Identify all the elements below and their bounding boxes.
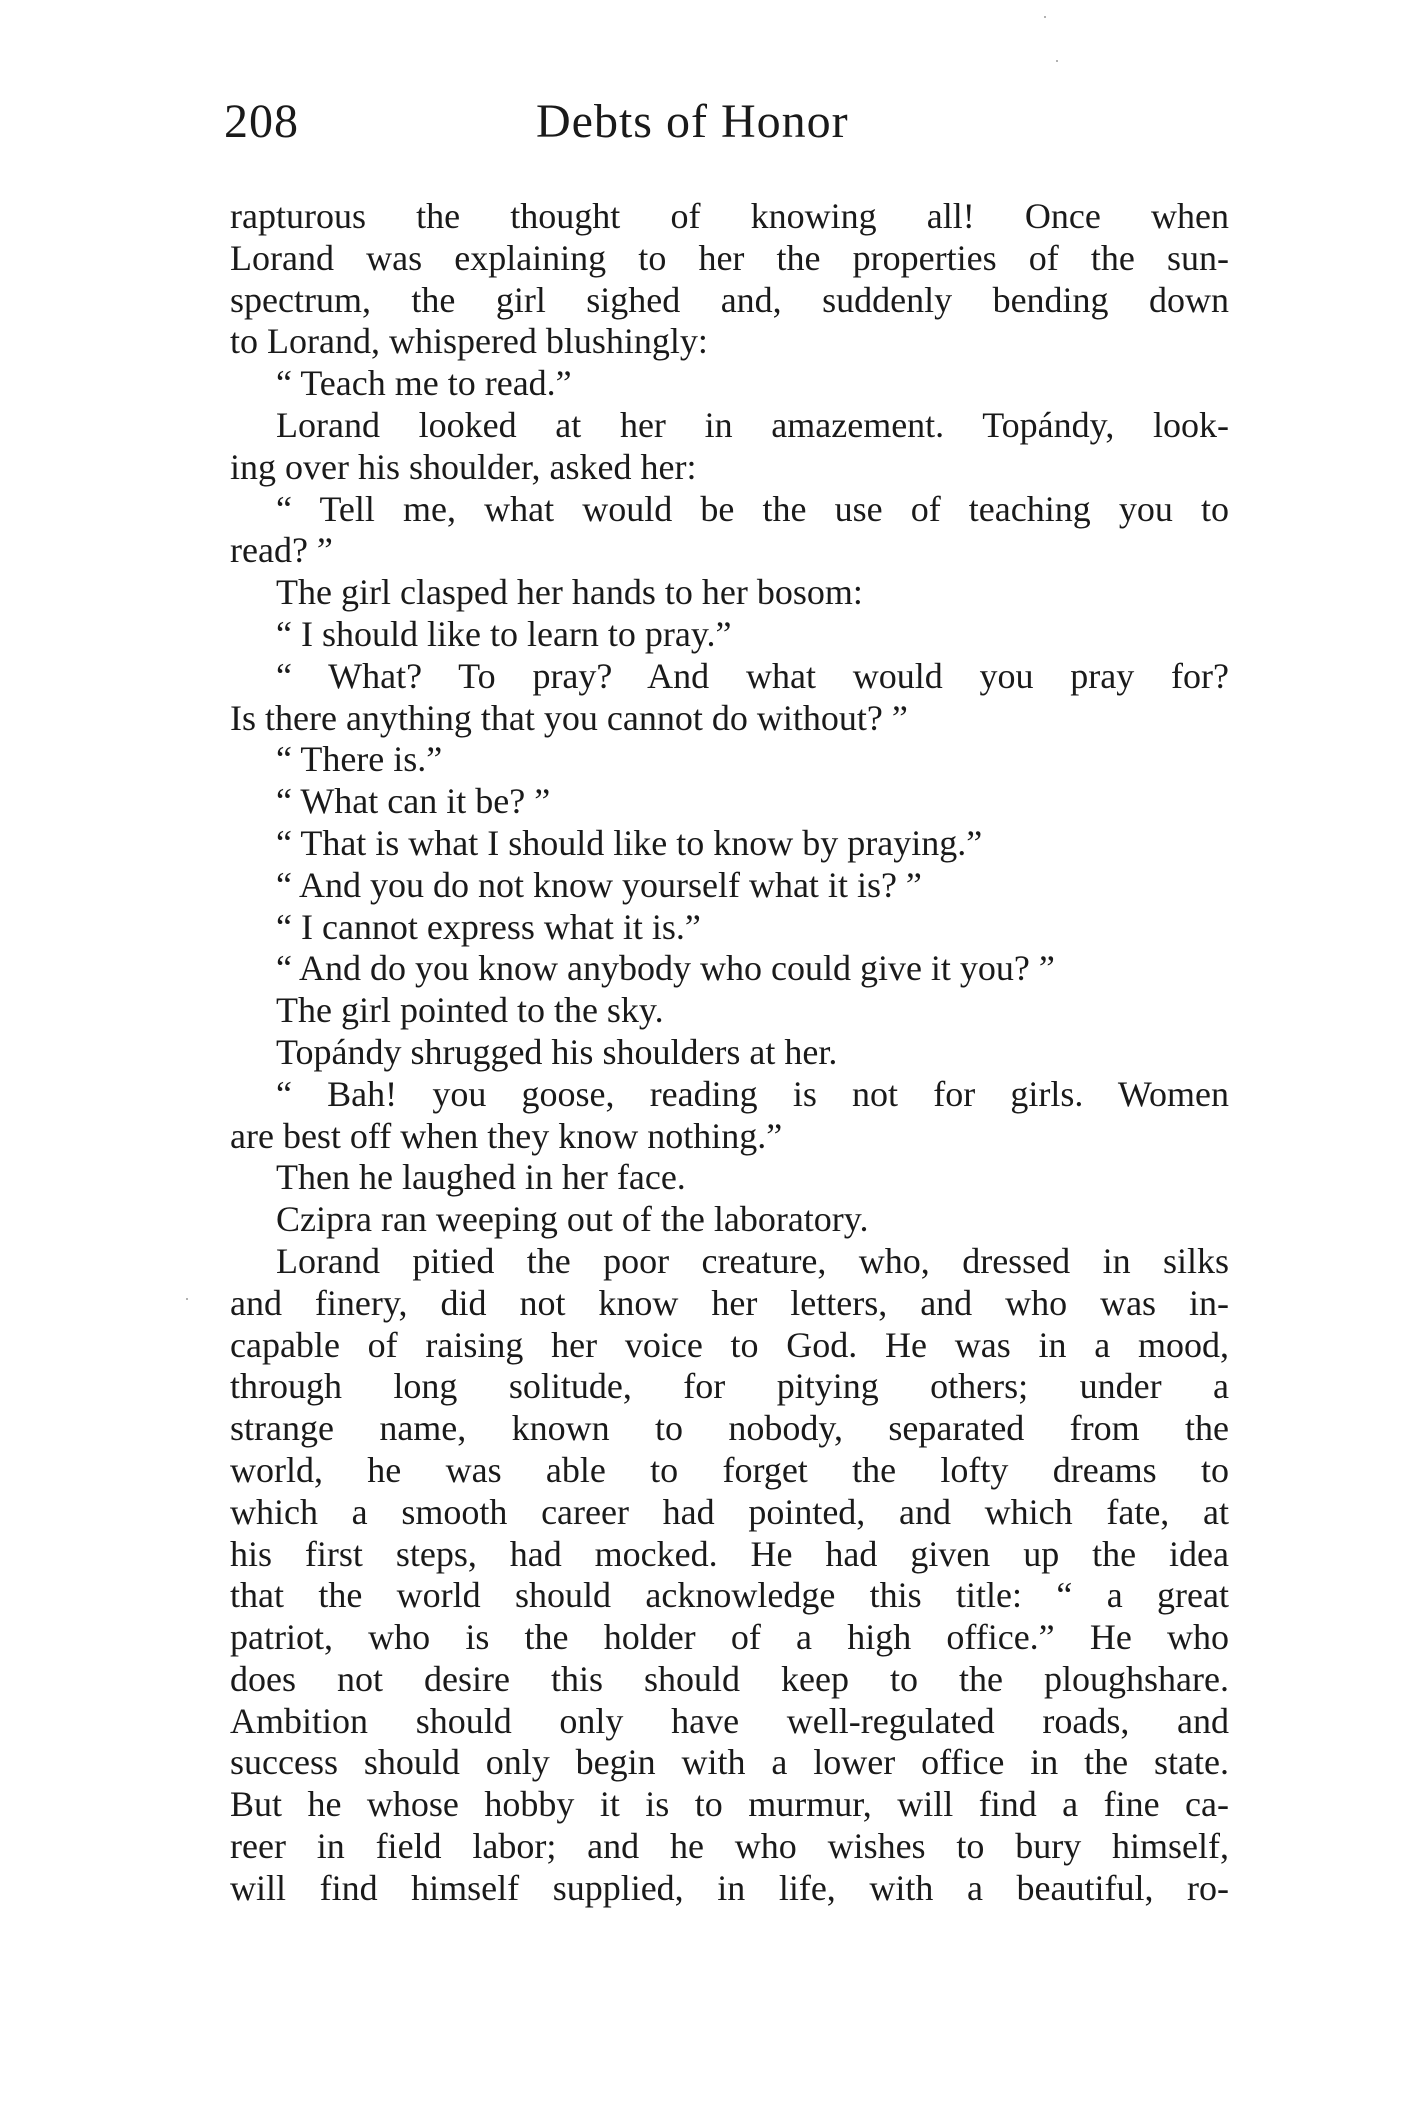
text-line: “ Tell me, what would be the use of teaching you to — [276, 488, 1229, 529]
text-line: and finery, did not know her letters, and who was in- — [230, 1282, 1229, 1323]
text-line: will find himself supplied, in life, with a beautiful, ro- — [230, 1867, 1229, 1908]
text-line: spectrum, the girl sighed and, suddenly bending down — [230, 279, 1229, 320]
running-title: Debts of Honor — [536, 95, 849, 148]
text-line: “ What can it be? ” — [276, 781, 551, 822]
text-line: to Lorand, whispered blushingly: — [230, 321, 708, 362]
text-line: “ And you do not know yourself what it is? ” — [276, 864, 922, 905]
text-line: Lorand was explaining to her the properties of the sun- — [230, 237, 1229, 278]
text-line: “ Bah! you goose, reading is not for girls. Women — [276, 1073, 1229, 1114]
text-line: “ What? To pray? And what would you pray for? — [276, 655, 1229, 696]
page-number: 208 — [224, 95, 299, 148]
text-line: his first steps, had mocked. He had given up the idea — [230, 1533, 1229, 1574]
text-line: “ Teach me to read.” — [276, 363, 572, 404]
text-line: are best off when they know nothing.” — [230, 1115, 783, 1156]
paper-speck — [1044, 16, 1046, 18]
text-line: read? ” — [230, 530, 333, 571]
text-line: “ That is what I should like to know by praying.” — [276, 822, 983, 863]
text-line: that the world should acknowledge this title: “ a great — [230, 1575, 1229, 1616]
body-text — [230, 196, 1229, 1910]
text-line: Topándy shrugged his shoulders at her. — [276, 1031, 838, 1072]
text-line: patriot, who is the holder of a high office.” He who — [230, 1617, 1229, 1658]
text-line: Then he laughed in her face. — [276, 1157, 686, 1198]
text-line: Czipra ran weeping out of the laboratory. — [276, 1199, 869, 1240]
text-line: success should only begin with a lower office in the state. — [230, 1742, 1229, 1783]
paper-speck — [186, 1298, 188, 1300]
text-line: ing over his shoulder, asked her: — [230, 446, 697, 487]
text-line: Ambition should only have well-regulated roads, and — [230, 1700, 1229, 1741]
page-header — [224, 92, 1229, 152]
text-line: “ I cannot express what it is.” — [276, 906, 701, 947]
text-line: “ I should like to learn to pray.” — [276, 613, 732, 654]
text-line: “ And do you know anybody who could give it you? ” — [276, 948, 1055, 989]
text-line: does not desire this should keep to the ploughshare. — [230, 1658, 1229, 1699]
paper-speck — [1056, 60, 1058, 62]
text-line: which a smooth career had pointed, and which fate, at — [230, 1491, 1229, 1532]
text-line: But he whose hobby it is to murmur, will find a fine ca- — [230, 1784, 1229, 1825]
text-line: “ There is.” — [276, 739, 443, 780]
text-line: through long solitude, for pitying others; under a — [230, 1366, 1229, 1407]
text-line: strange name, known to nobody, separated from the — [230, 1408, 1229, 1449]
text-line: rapturous the thought of knowing all! Once when — [230, 196, 1229, 236]
text-line: Is there anything that you cannot do without? ” — [230, 697, 908, 738]
text-line: world, he was able to forget the lofty dreams to — [230, 1449, 1229, 1490]
text-line: reer in field labor; and he who wishes to bury himself, — [230, 1826, 1229, 1867]
text-line: The girl clasped her hands to her bosom: — [276, 572, 863, 613]
text-line: capable of raising her voice to God. He was in a mood, — [230, 1324, 1229, 1365]
text-line: The girl pointed to the sky. — [276, 990, 664, 1031]
text-line: Lorand looked at her in amazement. Topándy, look- — [276, 404, 1229, 445]
text-line: Lorand pitied the poor creature, who, dressed in silks — [276, 1240, 1229, 1281]
